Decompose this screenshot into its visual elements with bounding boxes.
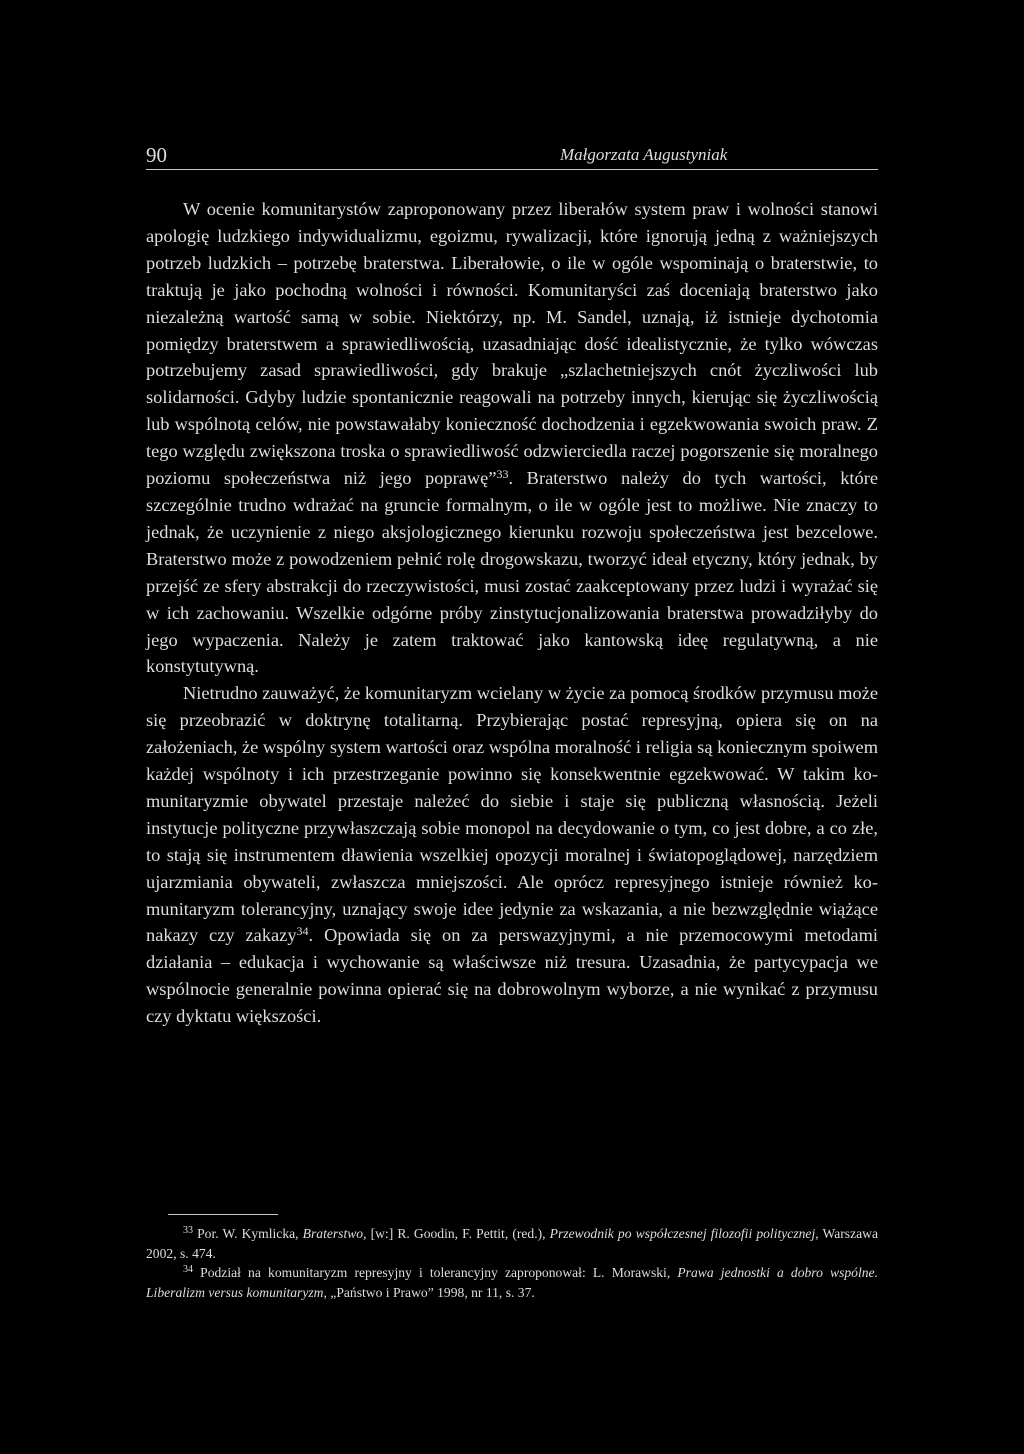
- footnote: [146, 1263, 878, 1302]
- paragraph-text: W ocenie komunitarystów zaproponowany przez liberałów system praw i wolności stanowi apologię ludzkiego indywidualizmu, egoizmu, rywalizacji, które ignorują jedną z ważniejszych potrzeb ludzkich – potrzebę braterstwa. Liberałowie, o ile w ogóle wspominają o braterstwie, to traktują je jako pochodną wolności i równości. Komunitaryści zaś doceniają braterstwo jako niezależną wartość samą w sobie. Niektórzy, np. M. Sandel, uznają, iż istnieje dychotomia pomiędzy braterstwem a sprawiedliwością, uzasadniając dość idealistycznie, że tylko wówczas potrzebujemy zasad sprawiedliwości, gdy brakuje „szlachetniejszych cnót życzliwości lub solidarności. Gdyby ludzie spontanicznie reagowali na potrzeby innych, kierując się życzliwością lub wspólnotą celów, nie powstawałaby konieczność dochodzenia i egzekwowania swoich praw. Z tego względu zwiększona troska o sprawiedliwość odzwierciedla raczej pogorszenie się moralnego poziomu społeczeństwa niż jego poprawę”: [146, 199, 878, 489]
- footnote-title: Prawa jednostki a dobro wspólne. Liberalizm versus komunitaryzm: [146, 1265, 878, 1300]
- footnote-title: Braterstwo: [302, 1226, 364, 1241]
- body-text: [146, 196, 878, 1030]
- paragraph-text: Nietrudno zauważyć, że komunitaryzm wcielany w życie za pomocą środków przymusu może się przeobrazić w doktrynę totalitarną. Przybierając postać represyjną, opiera się on na założeniach, że wspólny system wartości oraz wspólna moralność i religia są koniecznym spoiwem każdej wspólnoty i ich przestrzeganie powinno się konsekwentnie egzekwować. W takim komunitaryzmie obywatel przestaje należeć do siebie i staje się publiczną własnością. Jeżeli instytucje polityczne przywłaszczają sobie monopol na decydowanie o tym, co jest dobre, a co złe, to stają się instrumentem dławienia wszelkiej opozycji moralnej i światopoglądowej, narzędziem ujarzmiania obywateli, zwłaszcza mniejszości. Ale oprócz represyjnego istnieje również komunitaryzm tolerancyjny, uznający swoje idee jedynie za wskazania, a nie bezwzględnie wiążące nakazy czy zakazy: [146, 683, 878, 946]
- footnotes: [146, 1224, 878, 1302]
- footnote-text: Podział na komunitaryzm represyjny i tolerancyjny zaproponował: L. Morawski,: [200, 1265, 678, 1280]
- running-head-author: Małgorzata Augustyniak: [560, 145, 728, 164]
- footnote-rule: [168, 1214, 278, 1215]
- footnote-text: , „Państwo i Prawo” 1998, nr 11, s. 37.: [323, 1284, 535, 1300]
- header-rule: [146, 169, 878, 170]
- page-header: [146, 143, 878, 167]
- footnote: [146, 1224, 878, 1263]
- footnote-number: 34: [183, 1264, 193, 1275]
- page-number: 90: [146, 143, 167, 167]
- paragraph-text: . Opowiada się on za perswazyjnymi, a nie przemocowymi metodami działania – edukacja i wychowanie są właściwsze niż tresura. Uzasadnia, że partycypacja we wspólnocie generalnie powinna opierać się na dobrowolnym wyborze, a nie wynikać z przymusu czy dyktatu większości.: [146, 925, 878, 1027]
- paragraph: [146, 196, 878, 680]
- paragraph-text: . Braterstwo należy do tych wartości, które szczególnie trudno wdrażać na gruncie formalnym, o ile w ogóle jest to możliwe. Nie znaczy to jednak, że uczynienie z niego aksjologicznego kierunku rozwoju społeczeństwa jest bezcelowe. Braterstwo może z powodzeniem pełnić rolę drogowskazu, tworzyć ideał etyczny, który jednak, by przejść ze sfery abstrakcji do rzeczywistości, musi zostać zaakceptowany przez ludzi i wyrażać się w ich zachowaniu. Wszelkie odgórne próby zinstytucjonalizowania braterstwa prowadziłyby do jego wypaczenia. Należy je zatem traktować jako kantowską ideę regulatywną, a nie konstytutywną.: [146, 468, 878, 677]
- footnote-ref: 34: [296, 924, 309, 939]
- footnote-text: , [w:] R. Goodin, F. Pettit, (red.),: [363, 1226, 550, 1241]
- footnote-title: Przewodnik po współczesnej filozofii politycznej: [549, 1226, 816, 1241]
- paragraph: [146, 680, 878, 1030]
- footnote-text: , Warszawa 2002, s. 474.: [146, 1226, 878, 1261]
- footnote-ref: 33: [496, 467, 509, 482]
- footnote-number: 33: [183, 1225, 193, 1236]
- footnote-text: Por. W. Kymlicka,: [197, 1226, 303, 1241]
